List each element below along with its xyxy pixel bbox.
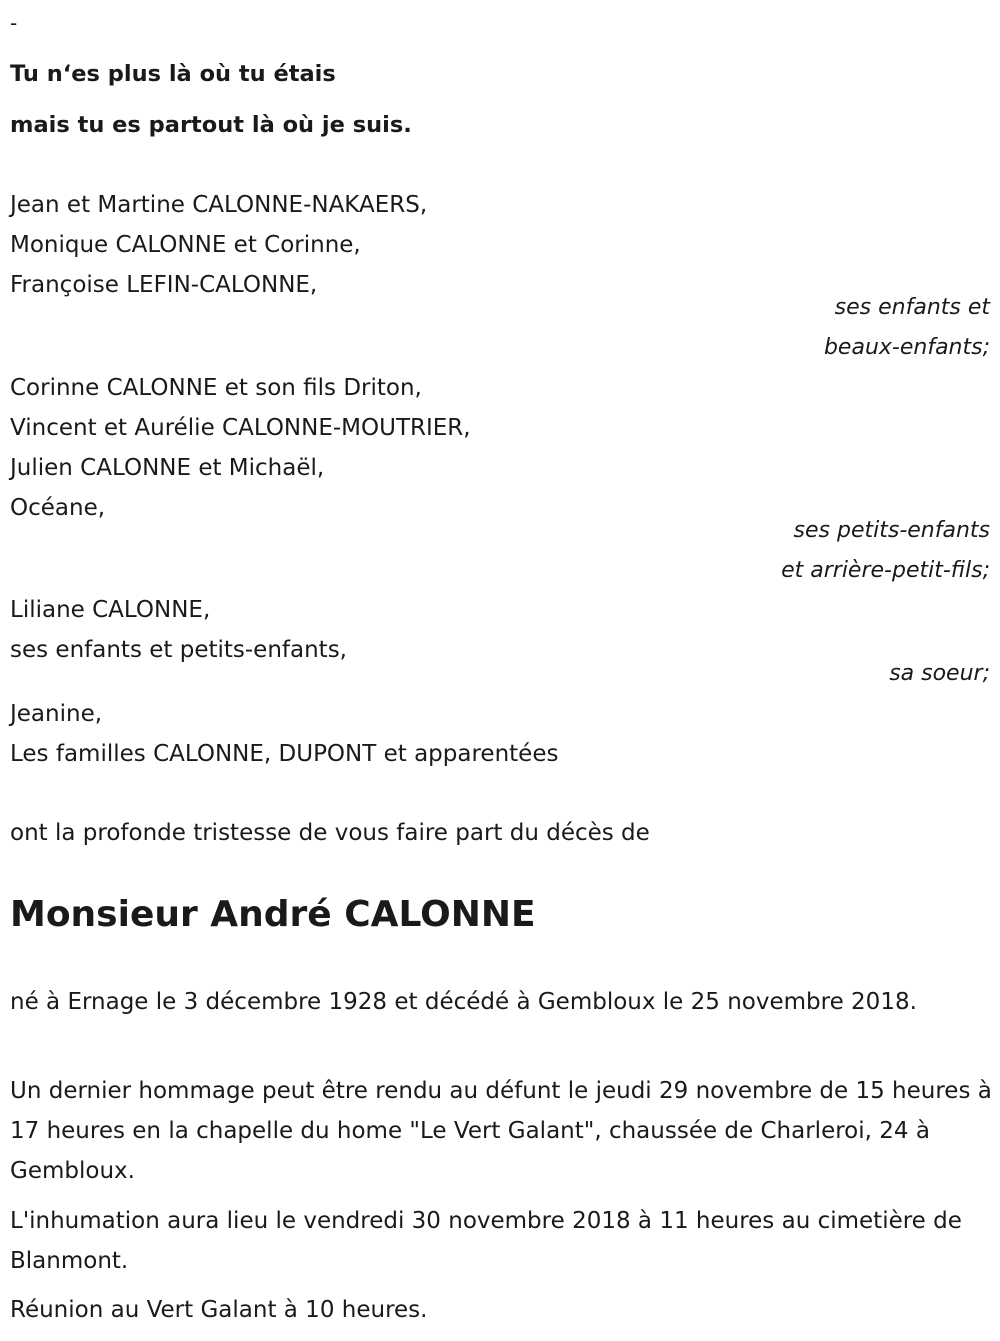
others-name-2: Les familles CALONNE, DUPONT et apparentées — [10, 741, 559, 767]
others-name-1: Jeanine, — [10, 701, 103, 727]
grandchildren-name-3: Julien CALONNE et Michaël, — [10, 455, 325, 481]
grandchildren-relation-1: ses petits-enfants — [793, 518, 990, 543]
children-name-3: Françoise LEFIN-CALONNE, — [10, 272, 318, 298]
grandchildren-name-1: Corinne CALONNE et son fils Driton, — [10, 375, 422, 401]
tribute-paragraph: Un dernier hommage peut être rendu au défunt le jeudi 29 novembre de 15 heures à 17 heures en la chapelle du home "Le Vert Galant", chaussée de Charleroi, 24 à Gembloux. — [10, 1078, 992, 1184]
deceased-name: Monsieur André CALONNE — [10, 894, 536, 935]
children-relation-2: beaux-enfants; — [823, 335, 990, 360]
grandchildren-relation-2: et arrière-petit-fils; — [781, 558, 990, 583]
quote-line-2: mais tu es partout là où je suis. — [10, 112, 412, 138]
dash-marker: - — [10, 11, 18, 35]
burial-paragraph: L'inhumation aura lieu le vendredi 30 novembre 2018 à 11 heures au cimetière de Blanmont. — [10, 1208, 962, 1274]
children-name-1: Jean et Martine CALONNE-NAKAERS, — [10, 192, 428, 218]
children-name-2: Monique CALONNE et Corinne, — [10, 232, 361, 258]
announcement-text: ont la profonde tristesse de vous faire part du décès de — [10, 820, 650, 846]
quote-line-1: Tu n‘es plus là où tu étais — [10, 61, 336, 87]
reunion-paragraph: Réunion au Vert Galant à 10 heures. — [10, 1297, 428, 1323]
sister-relation: sa soeur; — [889, 661, 990, 686]
birth-death-paragraph: né à Ernage le 3 décembre 1928 et décédé à Gembloux le 25 novembre 2018. — [10, 989, 917, 1015]
grandchildren-name-2: Vincent et Aurélie CALONNE-MOUTRIER, — [10, 415, 471, 441]
children-relation-1: ses enfants et — [834, 295, 990, 320]
sister-name-1: Liliane CALONNE, — [10, 597, 211, 623]
grandchildren-name-4: Océane, — [10, 495, 106, 521]
sister-name-2: ses enfants et petits-enfants, — [10, 637, 347, 663]
